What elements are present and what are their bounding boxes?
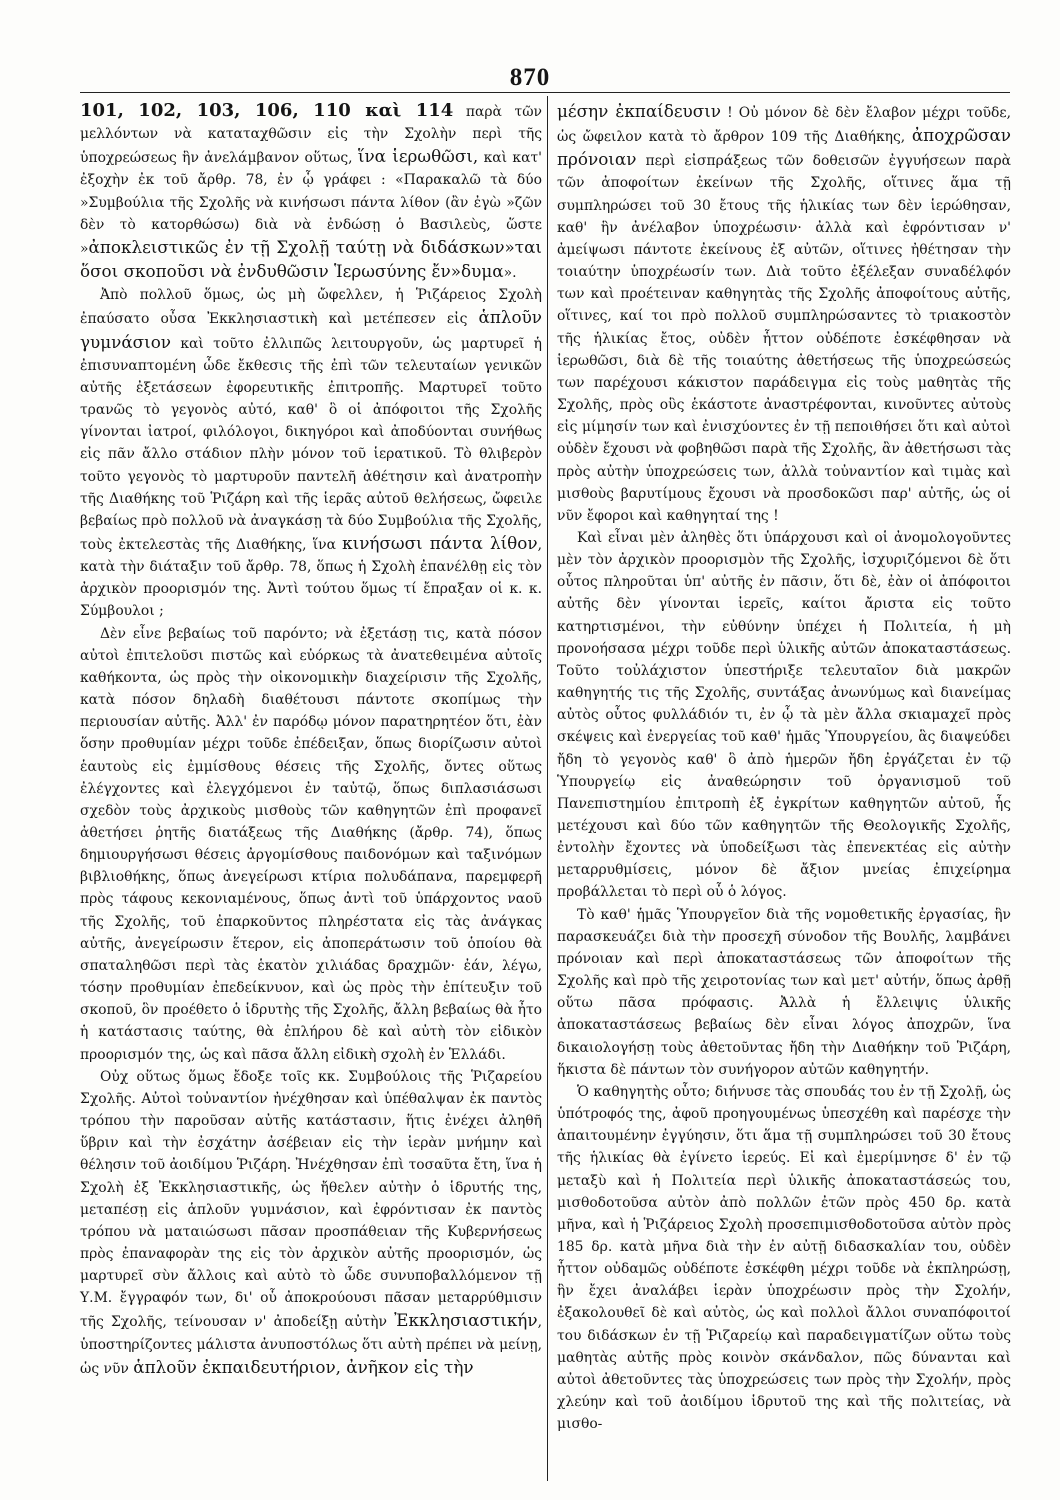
emphasis: Ἐκκλησιαστικήν (394, 1310, 538, 1331)
text-run: παρὰ τῶν μελλόντων νὰ καταταχθῶσιν εἰς τὴν Σχολὴν περὶ τῆς ὑποχρεώσεως ἣν ἀνελάμβανον οὕτως, (80, 104, 542, 167)
text-run: Ἀπὸ πολλοῦ ὅμως, ὡς μὴ ὤφελλεν, ἡ Ῥιζάρειος Σχολὴ ἐπαύσατο οὖσα Ἐκκλησιαστικὴ καὶ μετέπεσεν εἰς (80, 287, 542, 328)
emphasis: ἵνα ἱερωθῶσι, (357, 146, 479, 167)
text-run: ». (503, 265, 517, 282)
emphasis: ἁπλοῦν γυμνάσιον (80, 307, 542, 352)
article-numbers: 101, 102, 103, 106, 110 καὶ 114 (80, 100, 454, 121)
page-number: 870 (509, 64, 551, 91)
text-run: περὶ εἰσπράξεως τῶν δοθεισῶν ἐγγυήσεων παρὰ τῶν ἀποφοίτων ἐκείνων τῆς Σχολῆς, οἵτινες ἅμα τῇ συμπληρώσει τοῦ 30 ἔτους τῆς ἡλικίας των δὲν ἱερώθησαν, καθ' ἣν ἀνέλαβον ὑποχρέωσιν· ἀλλὰ καὶ ἐφρόντισαν ν' ἀμείψωσι πάντοτε ἐκείνους ἐξ αὐτῶν, οἵτινες ἠθέτησαν τὴν τοιαύτην ὑποχρέωσίν των. Διὰ τοῦτο ἐξέλεξαν συναδέλφόν των καὶ προέτειναν καθηγητὰς τῆς Σχολῆς ἀποφοίτους αὐτῆς, οἵτινες, καί τοι πρὸ πολλοῦ συμπληρώσαντες τὸ τριακοστὸν τῆς ἡλικίας ἔτος, οὐδὲν ἧττον οὐδέποτε ἐσκέφθησαν νὰ ἱερωθῶσι, διὰ δὲ τῆς τοιαύτης ἀθετήσεως τῆς ὑποχρεώσεώς των παρέχουσι κάκιστον παράδειγμα εἰς τοὺς μαθητὰς τῆς Σχολῆς, πρὸς οὓς ἑκάστοτε ἀναστρέφονται, κινοῦντες αὐτοὺς εἰς μίμησίν των καὶ ἐνισχύοντες ἐν τῇ πεποιθήσει ὅτι καὶ αὐτοὶ οὐδὲν ἔχουσι νὰ φοβηθῶσι παρὰ τῆς Σχολῆς, ἂν ἀθετήσωσι τὰς πρὸς αὐτὴν ὑποχρεώσεις των, ἀλλὰ τοὐναντίον καὶ τιμὰς καὶ μισθοὺς βαρυτίμους ἔχουσι νὰ προσδοκῶσι παρ' αὐτῆς, ὡς οἱ νῦν ἔφοροι καὶ καθηγηταί της ! (557, 153, 1011, 524)
paragraph (80, 1066, 542, 1380)
text-run: , κατὰ τὴν διάταξιν τοῦ ἄρθρ. 78, ὅπως ἡ Σχολὴ ἐπανέλθῃ εἰς τὸν ἀρχικὸν προορισμόν της. Ἀντὶ τούτου ὅμως τί ἔπραξαν οἱ κ. κ. Σύμβουλοι ; (80, 536, 542, 620)
emphasis: μέσην ἐκπαίδευσιν (557, 101, 721, 121)
emphasis: ἀποκλειστικῶς ἐν τῇ Σχολῇ ταύτῃ νὰ διδάσκων»ται ὅσοι σκοποῦσι νὰ ἐνδυθῶσιν Ἱερωσύνης ἔν»δυμα (80, 236, 542, 282)
paragraph (557, 100, 1011, 527)
column-divider (547, 96, 548, 1481)
right-column (557, 100, 1011, 1435)
paragraph (80, 100, 542, 284)
paragraph (80, 284, 542, 622)
text-run: ! Οὐ μόνον δὲ δὲν ἔλαβον μέχρι τοῦδε, ὡς ὤφειλον κατὰ τὸ ἄρθρον 109 τῆς Διαθήκης, (557, 105, 1011, 146)
text-run: , ὑποστηρίζοντες μάλιστα ἀνυποστόλως ὅτι αὐτὴ πρέπει νὰ μείνῃ, ὡς νῦν (80, 1314, 542, 1377)
emphasis: ἀποχρῶσαν πρόνοιαν (557, 125, 1011, 170)
text-run: Οὐχ οὕτως ὅμως ἔδοξε τοῖς κκ. Συμβούλοις τῆς Ῥιζαρείου Σχολῆς. Αὐτοὶ τοὐναντίον ἠνέχθησαν καὶ ὑπέθαλψαν ἐκ παντὸς τρόπου τὴν παροῦσαν αὐτῆς κατάστασιν, ἥτις ἐνέχει ἀληθῆ ὕβριν καὶ τὴν ἐσχάτην ἀσέβειαν εἰς τὴν ἱερὰν μνήμην καὶ θέλησιν τοῦ ἀοιδίμου Ῥιζάρη. Ἠνέχθησαν ἐπὶ τοσαῦτα ἔτη, ἵνα ἡ Σχολὴ ἐξ Ἐκκλησιαστικῆς, ὡς ἤθελεν αὐτὴν ὁ ἱδρυτής της, μεταπέσῃ εἰς ἁπλοῦν γυμνάσιον, καὶ ἐφρόντισαν ἐκ παντὸς τρόπου νὰ ματαιώσωσι πᾶσαν προσπάθειαν τῆς Κυβερνήσεως πρὸς ἐπαναφορὰν της εἰς τὸν ἀρχικὸν αὐτῆς προορισμόν, ὡς μαρτυρεῖ σὺν ἄλλοις καὶ αὐτὸ τὸ ὧδε συνυποβαλλόμενον τῇ Υ.Μ. ἔγγραφόν των, δι' οὗ ἀποκρούουσι πᾶσαν μεταρρύθμισιν τῆς Σχολῆς, τείνουσαν ν' ἀποδείξῃ αὐτὴν (80, 1068, 542, 1331)
text-run: καὶ κατ' ἐξοχὴν ἐκ τοῦ ἄρθρ. 78, ἐν ᾧ γράφει : «Παρακαλῶ τὰ δύο »Συμβούλια τῆς Σχολῆς νὰ κινήσωσι πάντα λίθον (ἂν ἐγὼ »ζῶν δὲν τὸ κατορθώσω) διὰ νὰ ἐνδώσῃ ὁ Βασιλεὺς, ὥστε » (80, 150, 542, 257)
emphasis: κινήσωσι πάντα λίθον (342, 532, 538, 553)
paragraph: Ὁ καθηγητὴς οὗτο; διήνυσε τὰς σπουδάς του ἐν τῇ Σχολῇ, ὡς ὑπότροφός της, ἀφοῦ προηγουμένως ὑπεσχέθη καὶ παρέσχε τὴν ἀπαιτουμένην ἐγγύησιν, ὅτι ἅμα τῇ συμπληρώσει τοῦ 30 ἔτους τῆς ἡλικίας θὰ ἐγίνετο ἱερεύς. Εἰ καὶ ἐμερίμνησε δ' ἐν τῷ μεταξὺ καὶ ἡ Πολιτεία περὶ ὑλικῆς ἀποκαταστάσεώς του, μισθοδοτοῦσα αὐτὸν ἀπὸ πολλῶν ἐτῶν πρὸς 450 δρ. κατὰ μῆνα, καὶ ἡ Ῥιζάρειος Σχολὴ προσεπιμισθοδοτοῦσα αὐτὸν πρὸς 185 δρ. κατὰ μῆνα διὰ τὴν ἐν αὐτῇ διδασκαλίαν του, οὐδὲν ἧττον οὐδαμῶς οὐδέποτε ἐσκέφθη μέχρι τοῦδε νὰ ἐκπληρώσῃ, ἣν ἔχει ἀναλάβει ἱερὰν ὑποχρέωσιν πρὸς τὴν Σχολήν, ἐξακολουθεῖ δὲ καὶ αὐτὸς, ὡς καὶ πολλοὶ ἄλλοι συναπόφοιτοί του διδάσκων ἐν τῇ Ῥιζαρείῳ καὶ παραδειγματίζων οὕτω τοὺς μαθητὰς αὐτῆς πρὸς κοινὸν σκάνδαλον, πῶς δύνανται καὶ αὐτοὶ ἀθετοῦντες τὰς ὑποχρεώσεις των πρὸς τὴν Σχολήν, πρὸς χλεύην καὶ τοῦ ἀοιδίμου ἱδρυτοῦ της καὶ τῆς πολιτείας, νὰ μισθο- (557, 1083, 1011, 1433)
paragraph: Δὲν εἶνε βεβαίως τοῦ παρόντο; νὰ ἐξετάσῃ τις, κατὰ πόσον αὐτοὶ ἐπιτελοῦσι πιστῶς καὶ εὐόρκως τὰ ἀνατεθειμένα αὐτοῖς καθήκοντα, ὡς πρὸς τὴν οἰκονομικὴν διαχείρισιν τῆς Σχολῆς, κατὰ πόσον δηλαδὴ διαθέτουσι πάντοτε σκοπίμως τὴν περιουσίαν αὐτῆς. Ἀλλ' ἐν παρόδῳ μόνον παρατηρητέον ὅτι, ἐὰν ὅσην προθυμίαν μέχρι τοῦδε ἐπέδειξαν, ὅπως διορίζωσιν αὐτοὶ ἑαυτοὺς εἰς ἐμμίσθους θέσεις τῆς Σχολῆς, ὄντες οὕτως ἐλέγχοντες καὶ ἐλεγχόμενοι ἐν ταὐτῷ, ὅπως διπλασιάσωσι σχεδὸν τοὺς ἀρχικοὺς μισθοὺς τῶν καθηγητῶν ἐπὶ προφανεῖ ἀθετήσει ῥητῆς διατάξεως τῆς Διαθήκης (ἄρθρ. 74), ὅπως δημιουργήσωσι θέσεις ἀργομίσθους παιδονόμων καὶ ταξινόμων βιβλιοθήκης, ὅπως ἀνεγείρωσι κτίρια πολυδάπανα, παρεμφερῆ πρὸς τάφους κεκονιαμένους, ὅπως ἀντὶ τοῦ ὑπάρχοντος ναοῦ τῆς Σχολῆς, τοῦ ἐπαρκοῦντος πληρέστατα εἰς τὰς ἀνάγκας αὐτῆς, ἀνεγείρωσιν ἕτερον, εἰς ἀποπεράτωσιν τοῦ ὁποίου θὰ σπαταληθῶσι περὶ τὰς ἑκατὸν χιλιάδας δραχμῶν· ἐάν, λέγω, τόσην προθυμίαν ἐπεδείκνυον, καὶ ὡς πρὸς τὴν ἐπίτευξιν τοῦ σκοποῦ, ὃν προέθετο ὁ ἱδρυτὴς τῆς Σχολῆς, ἄλλη βεβαίως θὰ ἦτο ἡ κατάστασις ταύτης, θὰ ἐπλήρου δὲ καὶ αὐτὴ τὸν εἰδικὸν προορισμόν της, ὡς καὶ πᾶσα ἄλλη εἰδικὴ σχολὴ ἐν Ἑλλάδι. (80, 625, 542, 1063)
text-run: καὶ τοῦτο ἐλλιπῶς λειτουργοῦν, ὡς μαρτυρεῖ ἡ ἐπισυναπτομένη ὧδε ἔκθεσις τῆς ἐπὶ τῶν τελευταίων γενικῶν αὐτῆς ἐξετάσεων ἐφορευτικῆς ἐπιτροπῆς. Μαρτυρεῖ τοῦτο τρανῶς τὸ γεγονὸς αὐτό, καθ' ὃ οἱ ἀπόφοιτοι τῆς Σχολῆς γίνονται ἰατροί, φιλόλογοι, δικηγόροι καὶ ἀποδύονται συνήθως εἰς πᾶν ἄλλο στάδιον πλὴν μόνον τοῦ ἱερατικοῦ. Τὸ θλιβερὸν τοῦτο γεγονὸς τὸ μαρτυροῦν παντελῆ ἀθέτησιν καὶ ἀνατροπὴν τῆς Διαθήκης τοῦ Ῥιζάρη καὶ τῆς ἱερᾶς αὐτοῦ θελήσεως, ὤφειλε βεβαίως πρὸ πολλοῦ νὰ ἀναγκάσῃ τὰ δύο Συμβούλια τῆς Σχολῆς, τοὺς ἐκτελεστὰς τῆς Διαθήκης, ἵνα (80, 335, 542, 553)
paragraph: Καὶ εἶναι μὲν ἀληθὲς ὅτι ὑπάρχουσι καὶ οἱ ἀνομολογοῦντες μὲν τὸν ἀρχικὸν προορισμὸν τῆς Σχολῆς, ἰσχυριζόμενοι δὲ ὅτι οὗτος πληροῦται ὑπ' αὐτῆς ἐν πᾶσιν, ὅτι δὲ, ἐὰν οἱ ἀπόφοιτοι αὐτῆς δὲν γίνονται ἱερεῖς, καίτοι ἄριστα εἰς τοῦτο κατηρτισμένοι, τὴν εὐθύνην ὑπέχει ἡ Πολιτεία, ἡ μὴ προνοήσασα μέχρι τοῦδε περὶ ὑλικῆς αὐτῶν ἀποκαταστάσεως. Τοῦτο τοὐλάχιστον ὑπεστήριξε τελευταῖον διὰ μακρῶν καθηγητής τις τῆς Σχολῆς, συντάξας ἀνωνύμως καὶ διανείμας αὐτὸς οὗτος φυλλάδιόν τι, ἐν ᾧ τὰ μὲν ἄλλα σκιαμαχεῖ πρὸς σκέψεις καὶ ἐνεργείας τοῦ καθ' ἡμᾶς Ὑπουργείου, ἃς διαψεύδει ἤδη τὸ γεγονὸς καθ' ὃ ἀπὸ ἡμερῶν ἤδη ἐργάζεται ἐν τῷ Ὑπουργείῳ εἰς ἀναθεώρησιν τοῦ ὀργανισμοῦ τοῦ Πανεπιστημίου ἐπιτροπὴ ἐξ ἐγκρίτων καθηγητῶν αὐτοῦ, ἧς μετέχουσι καὶ δύο τῶν καθηγητῶν τῆς Θεολογικῆς Σχολῆς, ἐντολὴν ἔχοντες νὰ ὑποδείξωσι τὰς ἐπενεκτέας εἰς αὐτὴν μεταρρυθμίσεις, μόνον δὲ ἄξιον μνείας ἐπιχείρημα προβάλλεται τὸ περὶ οὗ ὁ λόγος. (557, 529, 1011, 901)
emphasis: ἁπλοῦν ἐκπαιδευτήριον, ἀνῆκον εἰς τὴν (133, 1356, 474, 1377)
paragraph: Τὸ καθ' ἡμᾶς Ὑπουργεῖον διὰ τῆς νομοθετικῆς ἐργασίας, ἣν παρασκευάζει διὰ τὴν προσεχῆ σύνοδον τῆς Βουλῆς, λαμβάνει πρόνοιαν καὶ περὶ ἀποκαταστάσεως τῶν ἀποφοίτων τῆς Σχολῆς καὶ πρὸ τῆς χειροτονίας των καὶ μετ' αὐτήν, ὅπως ἀρθῇ οὕτω πᾶσα πρόφασις. Ἀλλὰ ἡ ἔλλειψις ὑλικῆς ἀποκαταστάσεως βεβαίως δὲν εἶναι λόγος ἀποχρῶν, ἵνα δικαιολογήσῃ τοὺς ἀθετοῦντας ἤδη τὴν Διαθήκην τοῦ Ῥιζάρη, ἥκιστα δὲ πάντων τὸν συνήγορον αὐτῶν καθηγητήν. (557, 906, 1011, 1078)
header-rule (80, 92, 1010, 93)
left-column (80, 100, 542, 1380)
